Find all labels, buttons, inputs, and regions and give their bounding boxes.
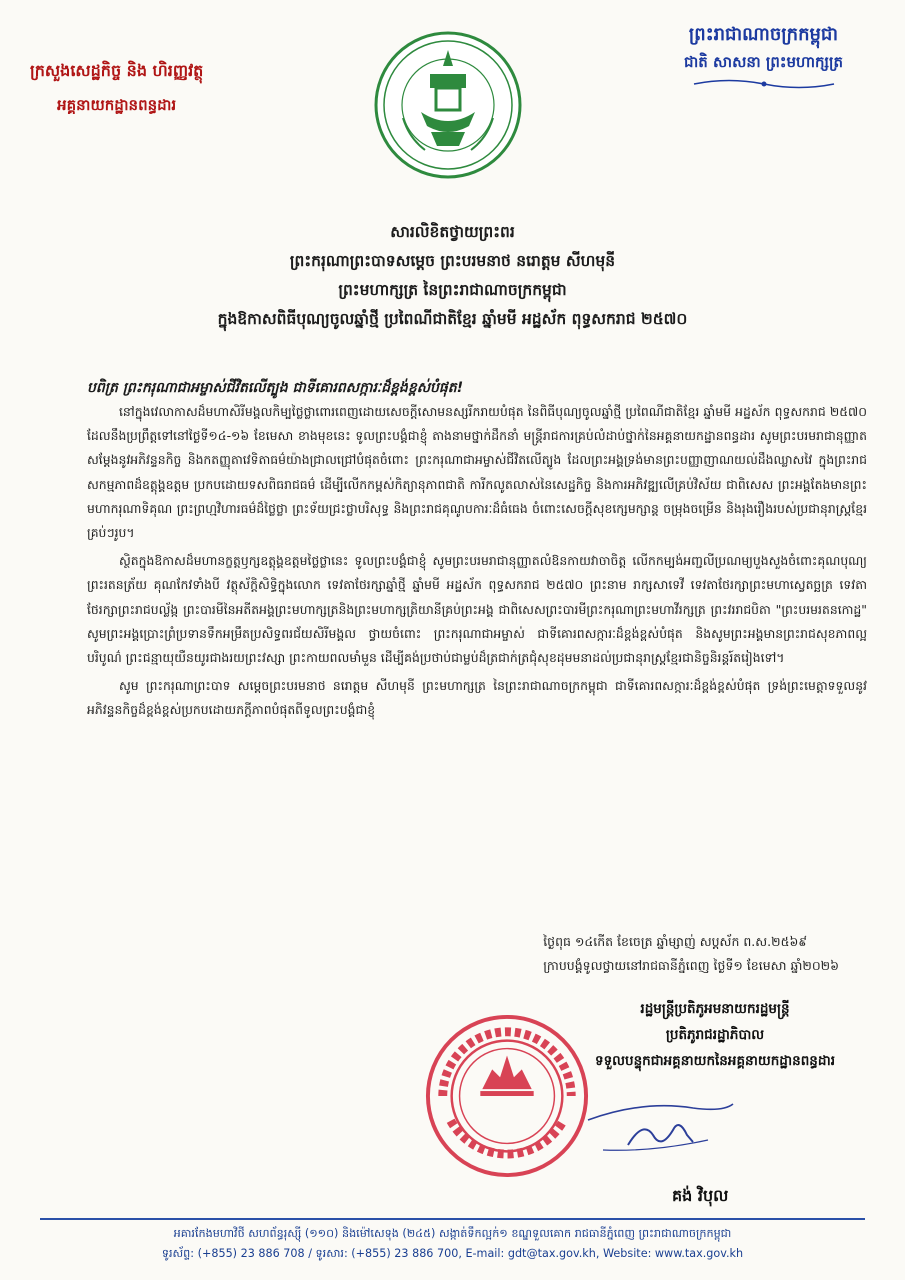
date-block	[543, 930, 839, 978]
ornament-divider-icon	[689, 77, 839, 91]
office-line-2: ប្រតិភូរាជរដ្ឋាភិបាល	[665, 1027, 765, 1043]
signer-name: គង់ វិបុល	[672, 1186, 729, 1205]
footer-divider	[40, 1218, 865, 1220]
footer	[40, 1224, 865, 1264]
ministry-header	[30, 60, 203, 118]
title-line-1: សារលិខិតថ្វាយព្រះពរ	[390, 223, 515, 241]
paragraph-3: សូម ព្រះករុណាព្រះបាទ សម្តេចព្រះបរមនាថ នរោត្តម សីហមុនី ព្រះមហាក្សត្រ នៃព្រះរាជាណាចក្រកម្ពុជា ជាទីគោរពសក្ការៈដ៏ខ្ពង់ខ្ពស់បំផុត ទ្រង់ព្រះមេត្តាទទួលនូវអភិវន្ទនកិច្ចដ៏ខ្ពង់ខ្ពស់ប្រកបដោយភក្តីភាពបំផុតពីទូលព្រះបង្គំជាខ្ញុំ	[87, 678, 867, 718]
paragraph-1: នៅក្នុងវេលាកាសដ៏មហាសិរីមង្គលកិម្បថ្លៃថ្លាពោរពេញដោយសេចក្តីសោមនស្សរីករាយបំផុត នៃពិធីបុណ្យចូលឆ្នាំថ្មី ប្រពៃណីជាតិខ្មែរ ឆ្នាំមមី អដ្ឋស័ក ពុទ្ធសករាជ ២៥៧០ ដែលនឹងប្រព្រឹត្តទៅនៅថ្ងៃទី១៤-១៦ ខែមេសា ខាងមុខនេះ ទូលព្រះបង្គំជាខ្ញុំ តាងនាមថ្នាក់ដឹកនាំ មន្ត្រីរាជការគ្រប់លំដាប់ថ្នាក់នៃអគ្គនាយកដ្ឋានពន្ធដារ សូមព្រះបរមរាជានុញ្ញាតសម្តែងនូវអភិវន្ទនកិច្ច និងកតញ្ញុតាវេទិតាធម៌យ៉ាងជ្រាលជ្រៅបំផុតចំពោះ ព្រះករុណាជាអម្ចាស់ជីវិតលើត្បូង ដែលព្រះអង្គទ្រង់មានព្រះបញ្ញាញាណយល់ដឹងឈ្លាសវៃ ក្នុងព្រះរាជសកម្មភាពដ៏ឧត្តុង្គឧត្តម ប្រកបដោយទសពិធរាជធម៌ ដើម្បីលើកកម្ពស់កិត្យានុភាពជាតិ ការីកលូតលាស់នៃសេដ្ឋកិច្ច និងការអភិវឌ្ឍលើគ្រប់វិស័យ ជាពិសេស ព្រះអង្គតែងមានព្រះមហាករុណាទិគុណ ព្រះព្រហ្មវិហារធម៌ដ៏ថ្លៃថ្លា ព្រះទ័យជ្រះថ្លាបរិសុទ្ធ និងព្រះរាជគុណូបការៈដ៏ធំធេង ចំពោះសេចក្តីសុខក្សេមក្សាន្ត ចម្រុងចម្រើន និងរុងរឿងរបស់ប្រជានុរាស្ត្រខ្មែរគ្រប់ៗរូប។	[87, 404, 867, 541]
paragraph-2: ស្ថិតក្នុងឱកាសដ៏មហានក្ខត្តឫក្សឧត្តុង្គឧត្តមថ្លៃថ្លានេះ ទូលព្រះបង្គំជាខ្ញុំ សូមព្រះបរមរាជានុញ្ញាតលំឱនកាយវាចាចិត្ត លើកកម្បង់អញ្ជលីប្រណម្យបួងសួងចំពោះគុណបុណ្យព្រះរតនត្រ័យ គុណកែវទាំងបី វត្ថុស័ក្តិសិទ្ធិក្នុងលោក ទេវតាថែរក្សាឆ្នាំថ្មី ឆ្នាំមមី អដ្ឋស័ក ពុទ្ធសករាជ ២៥៧០ ព្រះនាម រាក្សសាទេវី ទេវតាថែរក្សាព្រះមហាស្វេតច្ឆត្រ ទេវតាថែរក្សាព្រះរាជបល្ល័ង្ក ព្រះបារមីនៃអតីតអង្គព្រះមហាក្សត្រនិងព្រះមហាក្សត្រិយានីគ្រប់ព្រះអង្គ ជាពិសេសព្រះបារមីព្រះករុណាព្រះមហាវីរក្សត្រ ព្រះវររាជបិតា "ព្រះបរមរតនកោដ្ឋ" សូមព្រះអង្គប្រោះព្រំប្រទានទឹកអម្រឹតប្រសិទ្ធពរជ័យសិរីមង្គល ថ្វាយចំពោះ ព្រះករុណាជាអម្ចាស់ ជាទីគោរពសក្ការៈដ៏ខ្ពង់ខ្ពស់បំផុត និងសូមព្រះអង្គមានព្រះរាជសុខភាពល្អបរិបូណ៌ ព្រះជន្មាយុយឺនយូរជាងរយព្រះវស្សា ព្រះកាយពលមាំមួន ដើម្បីគង់ប្រថាប់ជាម្លប់ដ៏ត្រជាក់ត្រជុំសុខដុមមនាដល់ប្រជានុរាស្ត្រខ្មែរជានិច្ចនិរន្តរ៍តរៀងទៅ។	[87, 553, 868, 666]
official-stamp-icon	[423, 1012, 591, 1180]
ministry-name: ក្រសួងសេដ្ឋកិច្ច និង ហិរញ្ញវត្ថុ	[30, 61, 204, 80]
footer-address: អគារកែងមហាវិថី សហព័ន្ធរុស្ស៊ី (១១០) និងម៉ៅសេទុង (២៤៥) សង្កាត់ទឹកល្អក់១ ខណ្ឌទួលគោក រាជធានីភ្នំពេញ ព្រះរាជាណាចក្រកម្ពុជា	[173, 1227, 732, 1240]
title-line-3: ព្រះមហាក្សត្រ នៃព្រះរាជាណាចក្រកម្ពុជា	[338, 281, 567, 299]
footer-contact: ទូរស័ព្ទ: (+855) 23 886 708 / ទូរសារ: (+855) 23 886 700, E-mail: gdt@tax.gov.kh, Website: www.tax.gov.kh	[161, 1247, 744, 1260]
signatory-office	[595, 996, 835, 1074]
department-name: អគ្គនាយកដ្ឋានពន្ធដារ	[57, 96, 177, 114]
kingdom-title: ព្រះរាជាណាចក្រកម្ពុជា	[688, 24, 839, 45]
letter-body	[87, 400, 867, 727]
handwritten-signature-icon	[583, 1090, 738, 1160]
office-line-1: រដ្ឋមន្ត្រីប្រតិភូអមនាយករដ្ឋមន្ត្រី	[640, 1001, 790, 1017]
lunar-date: ថ្ងៃពុធ ១៤កើត ខែចេត្រ ឆ្នាំម្សាញ់ សប្តស័ក ព.ស.២៥៦៩	[543, 934, 808, 949]
title-line-2: ព្រះករុណាព្រះបាទសម្តេច ព្រះបរមនាថ នរោត្តម សីហមុនី	[289, 252, 616, 270]
gdt-seal-logo-icon	[373, 30, 523, 180]
national-motto: ជាតិ សាសនា ព្រះមហាក្សត្រ	[684, 53, 843, 71]
title-line-4: ក្នុងឱកាសពិធីបុណ្យចូលឆ្នាំថ្មី ប្រពៃណីជាតិខ្មែរ ឆ្នាំមមី អដ្ឋស័ក ពុទ្ធសករាជ ២៥៧០	[217, 310, 688, 328]
salutation: បពិត្រ ព្រះករុណាជាអម្ចាស់ជីវិតលើត្បូង ជាទីគោរពសក្ការៈដ៏ខ្ពង់ខ្ពស់បំផុត!	[87, 380, 464, 396]
office-line-3: ទទួលបន្ទុកជាអគ្គនាយកនៃអគ្គនាយកដ្ឋានពន្ធដារ	[595, 1053, 835, 1069]
solar-date: ក្រាបបង្គំទូលថ្វាយនៅរាជធានីភ្នំពេញ ថ្ងៃទី១ ខែមេសា ឆ្នាំ២០២៦	[543, 958, 839, 973]
kingdom-header	[684, 22, 843, 91]
letter-titles	[40, 218, 865, 334]
